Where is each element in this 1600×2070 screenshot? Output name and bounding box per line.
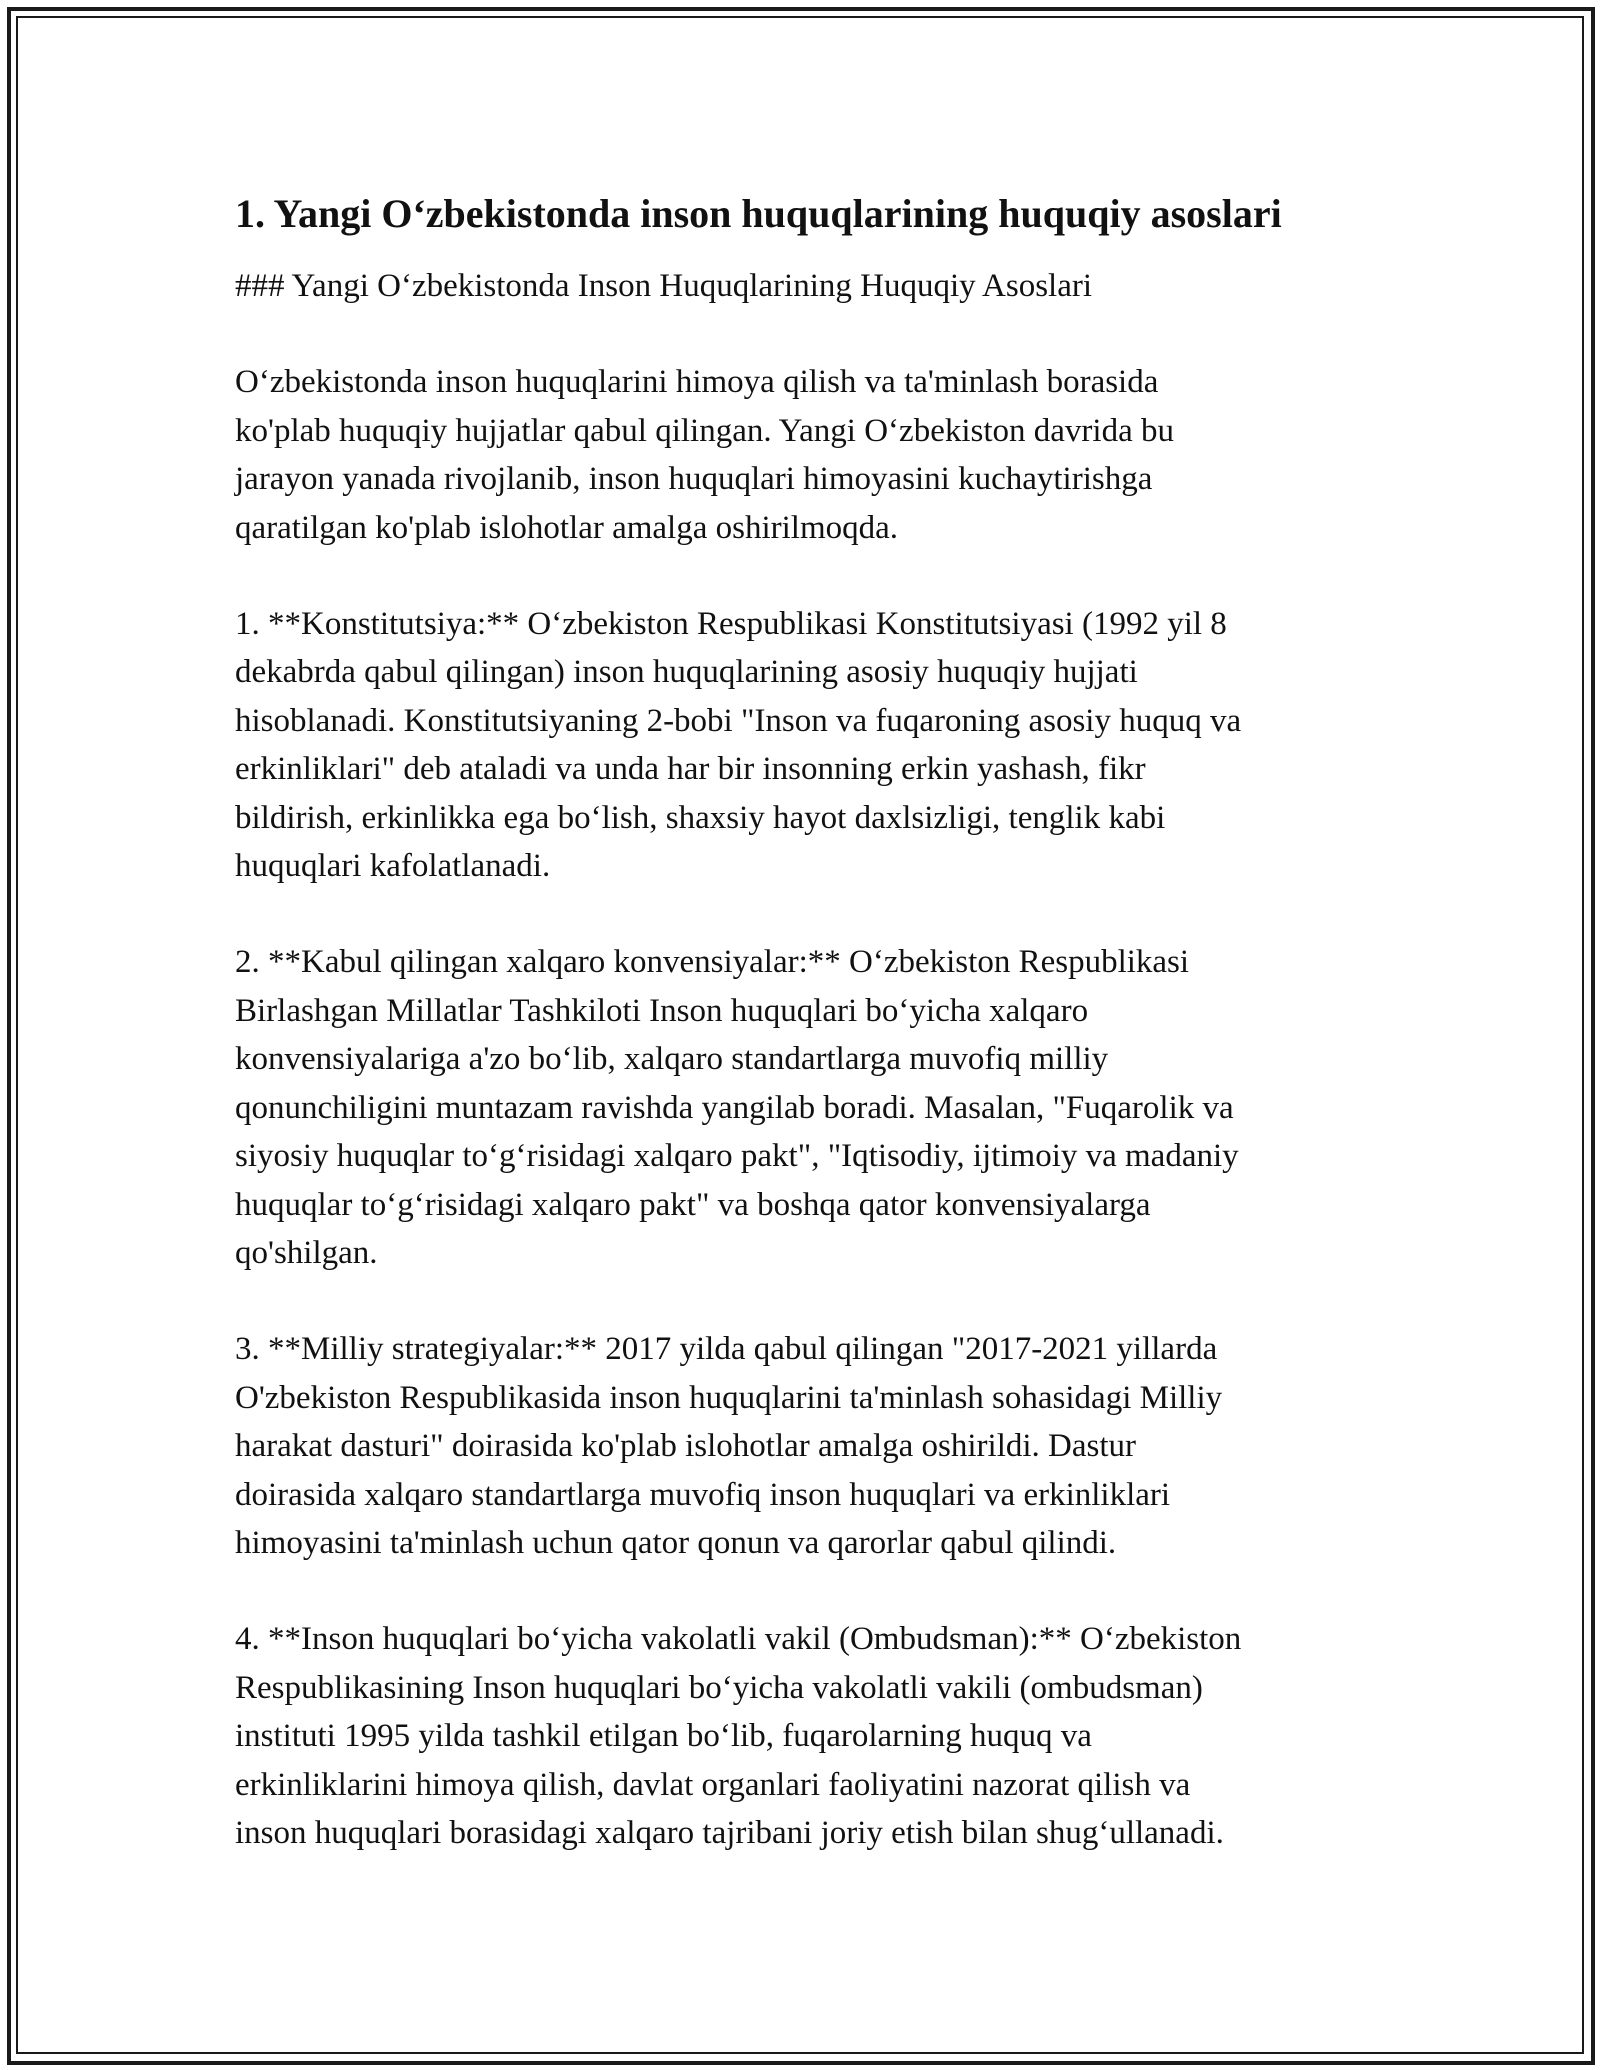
document-subheading: ### Yangi O‘zbekistonda Inson Huquqlarining Huquqiy Asoslari xyxy=(235,268,1093,304)
paragraph-national-strategies: 3. **Milliy strategiyalar:** 2017 yilda qabul qilingan "2017-2021 yillarda O'zbekiston Respublikasida inson huquqlarini ta'minlash sohasidagi Milliy harakat dasturi" doirasida ko'plab islohotlar amalga oshirildi. Dastur doirasida xalqaro standartlarga muvofiq inson huquqlari va erkinliklari himoyasini ta'minlash uchun qator qonun va qarorlar qabul qilindi. xyxy=(235,1331,1223,1561)
paragraph-intro: O‘zbekistonda inson huquqlarini himoya qilish va ta'minlash borasida ko'plab huquqiy hujjatlar qabul qilingan. Yangi O‘zbekiston davrida bu jarayon yanada rivojlanib, inson huquqlari himoyasini kuchaytirishga qaratilgan ko'plab islohotlar amalga oshirilmoqda. xyxy=(235,364,1174,546)
document-title: 1. Yangi O‘zbekistonda inson huquqlarining huquqiy asoslari xyxy=(235,191,1282,236)
paragraph-international-conventions: 2. **Kabul qilingan xalqaro konvensiyalar:** O‘zbekiston Respublikasi Birlashgan Millatlar Tashkiloti Inson huquqlari bo‘yicha xalqaro konvensiyalariga a'zo bo‘lib, xalqaro standartlarga muvofiq milliy qonunchiligini muntazam ravishda yangilab boradi. Masalan, "Fuqarolik va siyosiy huquqlar to‘g‘risidagi xalqaro pakt", "Iqtisodiy, ijtimoiy va madaniy huquqlar to‘g‘risidagi xalqaro pakt" va boshqa qator konvensiyalarga qo'shilgan. xyxy=(235,944,1239,1271)
paragraph-ombudsman: 4. **Inson huquqlari bo‘yicha vakolatli vakil (Ombudsman):** O‘zbekiston Respublikasining Inson huquqlari bo‘yicha vakolatli vakili (ombudsman) instituti 1995 yilda tashkil etilgan bo‘lib, fuqarolarning huquq va erkinliklarini himoya qilish, davlat organlari faoliyatini nazorat qilish va inson huquqlari borasidagi xalqaro tajribani joriy etish bilan shug‘ullanadi. xyxy=(235,1621,1242,1851)
document-body xyxy=(235,188,1375,1905)
paragraph-constitution: 1. **Konstitutsiya:** O‘zbekiston Respublikasi Konstitutsiyasi (1992 yil 8 dekabrda qabul qilingan) inson huquqlarining asosiy huquqiy hujjati hisoblanadi. Konstitutsiyaning 2-bobi "Inson va fuqaroning asosiy huquq va erkinliklari" deb ataladi va unda har bir insonning erkin yashash, fikr bildirish, erkinlikka ega bo‘lish, shaxsiy hayot daxlsizligi, tenglik kabi huquqlari kafolatlanadi. xyxy=(235,606,1242,885)
